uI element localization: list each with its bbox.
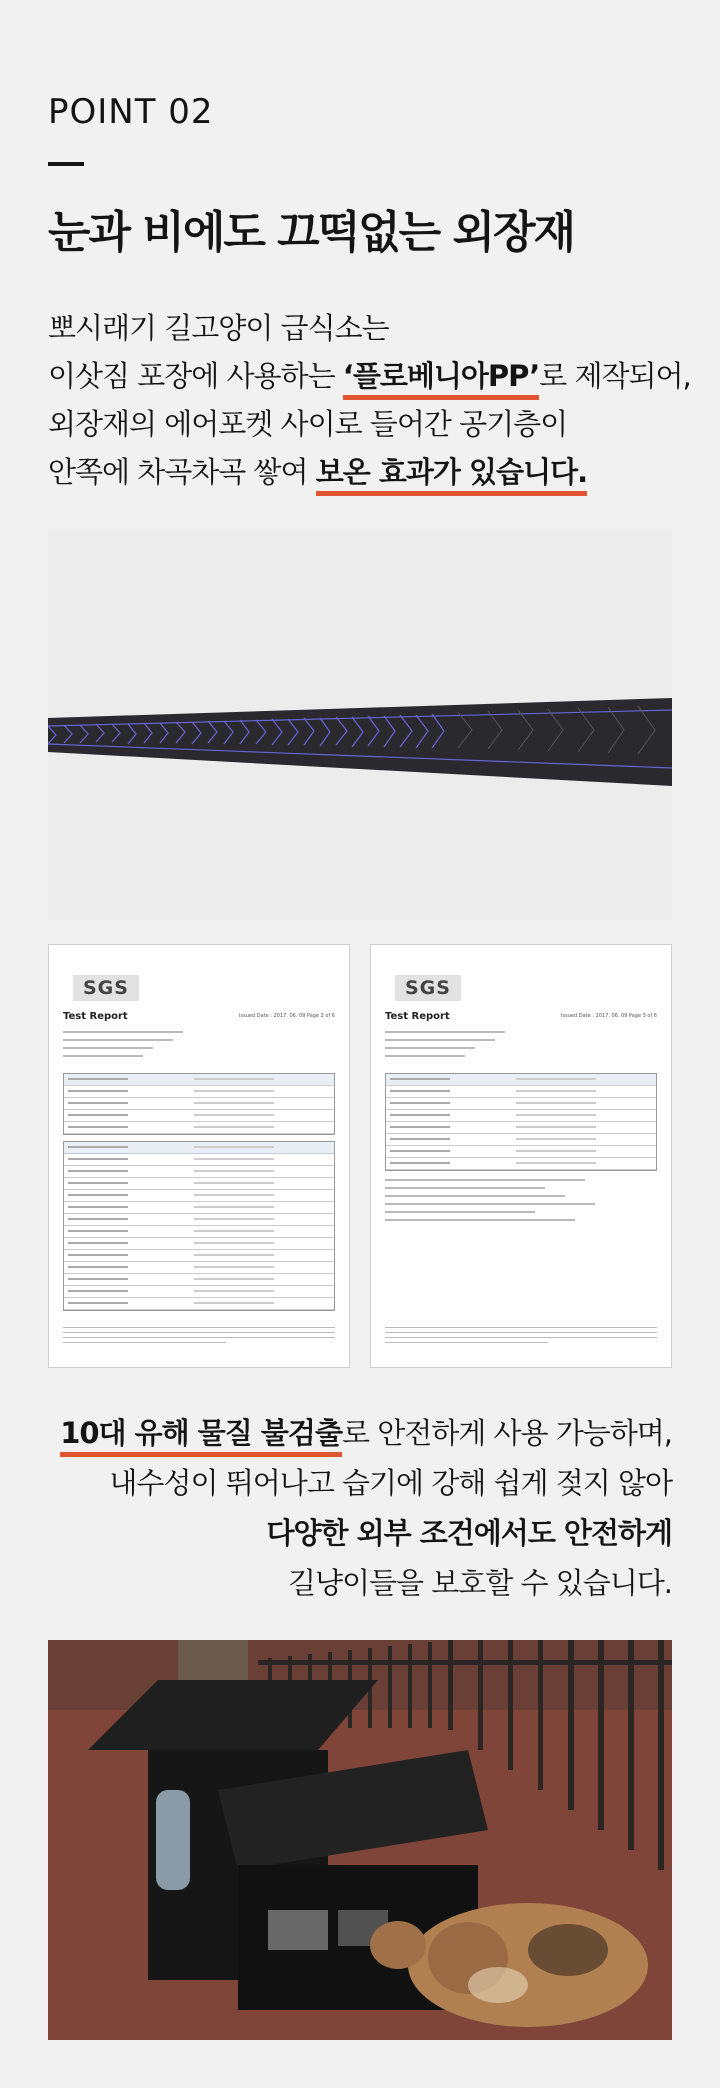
hazard-free-highlight: 10대 유해 물질 불검출 xyxy=(60,1416,342,1457)
report-notes xyxy=(385,1179,595,1227)
insulation-highlight: 보온 효과가 있습니다. xyxy=(316,455,587,496)
intro-line-1: 뽀시래기 길고양이 급식소는 xyxy=(48,311,389,345)
flame-retardants-table xyxy=(63,1141,335,1311)
cat-feeding-station-photo xyxy=(48,1640,672,2040)
test-report-page-2 xyxy=(48,944,350,1368)
point-label: POINT 02 xyxy=(48,92,214,132)
safety-claims xyxy=(32,1408,672,1608)
test-report-page-3 xyxy=(370,944,672,1368)
divider xyxy=(48,162,84,166)
report-title: Test Report xyxy=(63,1011,128,1022)
claim-line-2: 내수성이 뛰어나고 습기에 강해 쉽게 젖지 않아 xyxy=(109,1466,672,1500)
test-reports xyxy=(48,944,672,1368)
claim-line-3 xyxy=(32,1508,672,1558)
report-meta: Issued Date : 2017. 06. 09 Page 3 of 6 xyxy=(561,1013,657,1019)
claim-line-1 xyxy=(32,1408,672,1458)
intro-text xyxy=(48,304,691,496)
report-footer xyxy=(385,1327,657,1347)
material-cross-section-image xyxy=(48,530,672,920)
material-cross-section-illustration xyxy=(48,530,672,920)
claim-line-4: 길냥이들을 보호할 수 있습니다. xyxy=(287,1566,672,1600)
feeding-station-illustration xyxy=(48,1640,672,2040)
claim-line-1-after: 로 안전하게 사용 가능하며, xyxy=(341,1416,672,1450)
intro-line-4 xyxy=(48,448,691,496)
intro-line-2-before: 이삿짐 포장에 사용하는 xyxy=(48,359,343,393)
intro-line-4-before: 안쪽에 차곡차곡 쌓여 xyxy=(48,455,316,489)
headline: 눈과 비에도 끄떡없는 외장재 xyxy=(48,207,575,258)
report-title: Test Report xyxy=(385,1011,450,1022)
sgs-logo: SGS xyxy=(395,975,461,1001)
flame-retardants-table xyxy=(385,1073,657,1171)
claim-line-3-bold: 다양한 외부 조건에서도 안전하게 xyxy=(266,1516,672,1550)
intro-line-2-after: 로 제작되어, xyxy=(539,359,691,393)
intro-line-2 xyxy=(48,352,691,400)
material-name-highlight: ‘플로베니아PP’ xyxy=(343,359,539,400)
report-header-lines xyxy=(63,1031,183,1063)
report-meta: Issued Date : 2017. 06. 09 Page 2 of 6 xyxy=(239,1013,335,1019)
heavy-metals-table xyxy=(63,1073,335,1135)
intro-line-3: 외장재의 에어포켓 사이로 들어간 공기층이 xyxy=(48,407,568,441)
report-footer xyxy=(63,1327,335,1347)
report-header-lines xyxy=(385,1031,505,1063)
sgs-logo: SGS xyxy=(73,975,139,1001)
